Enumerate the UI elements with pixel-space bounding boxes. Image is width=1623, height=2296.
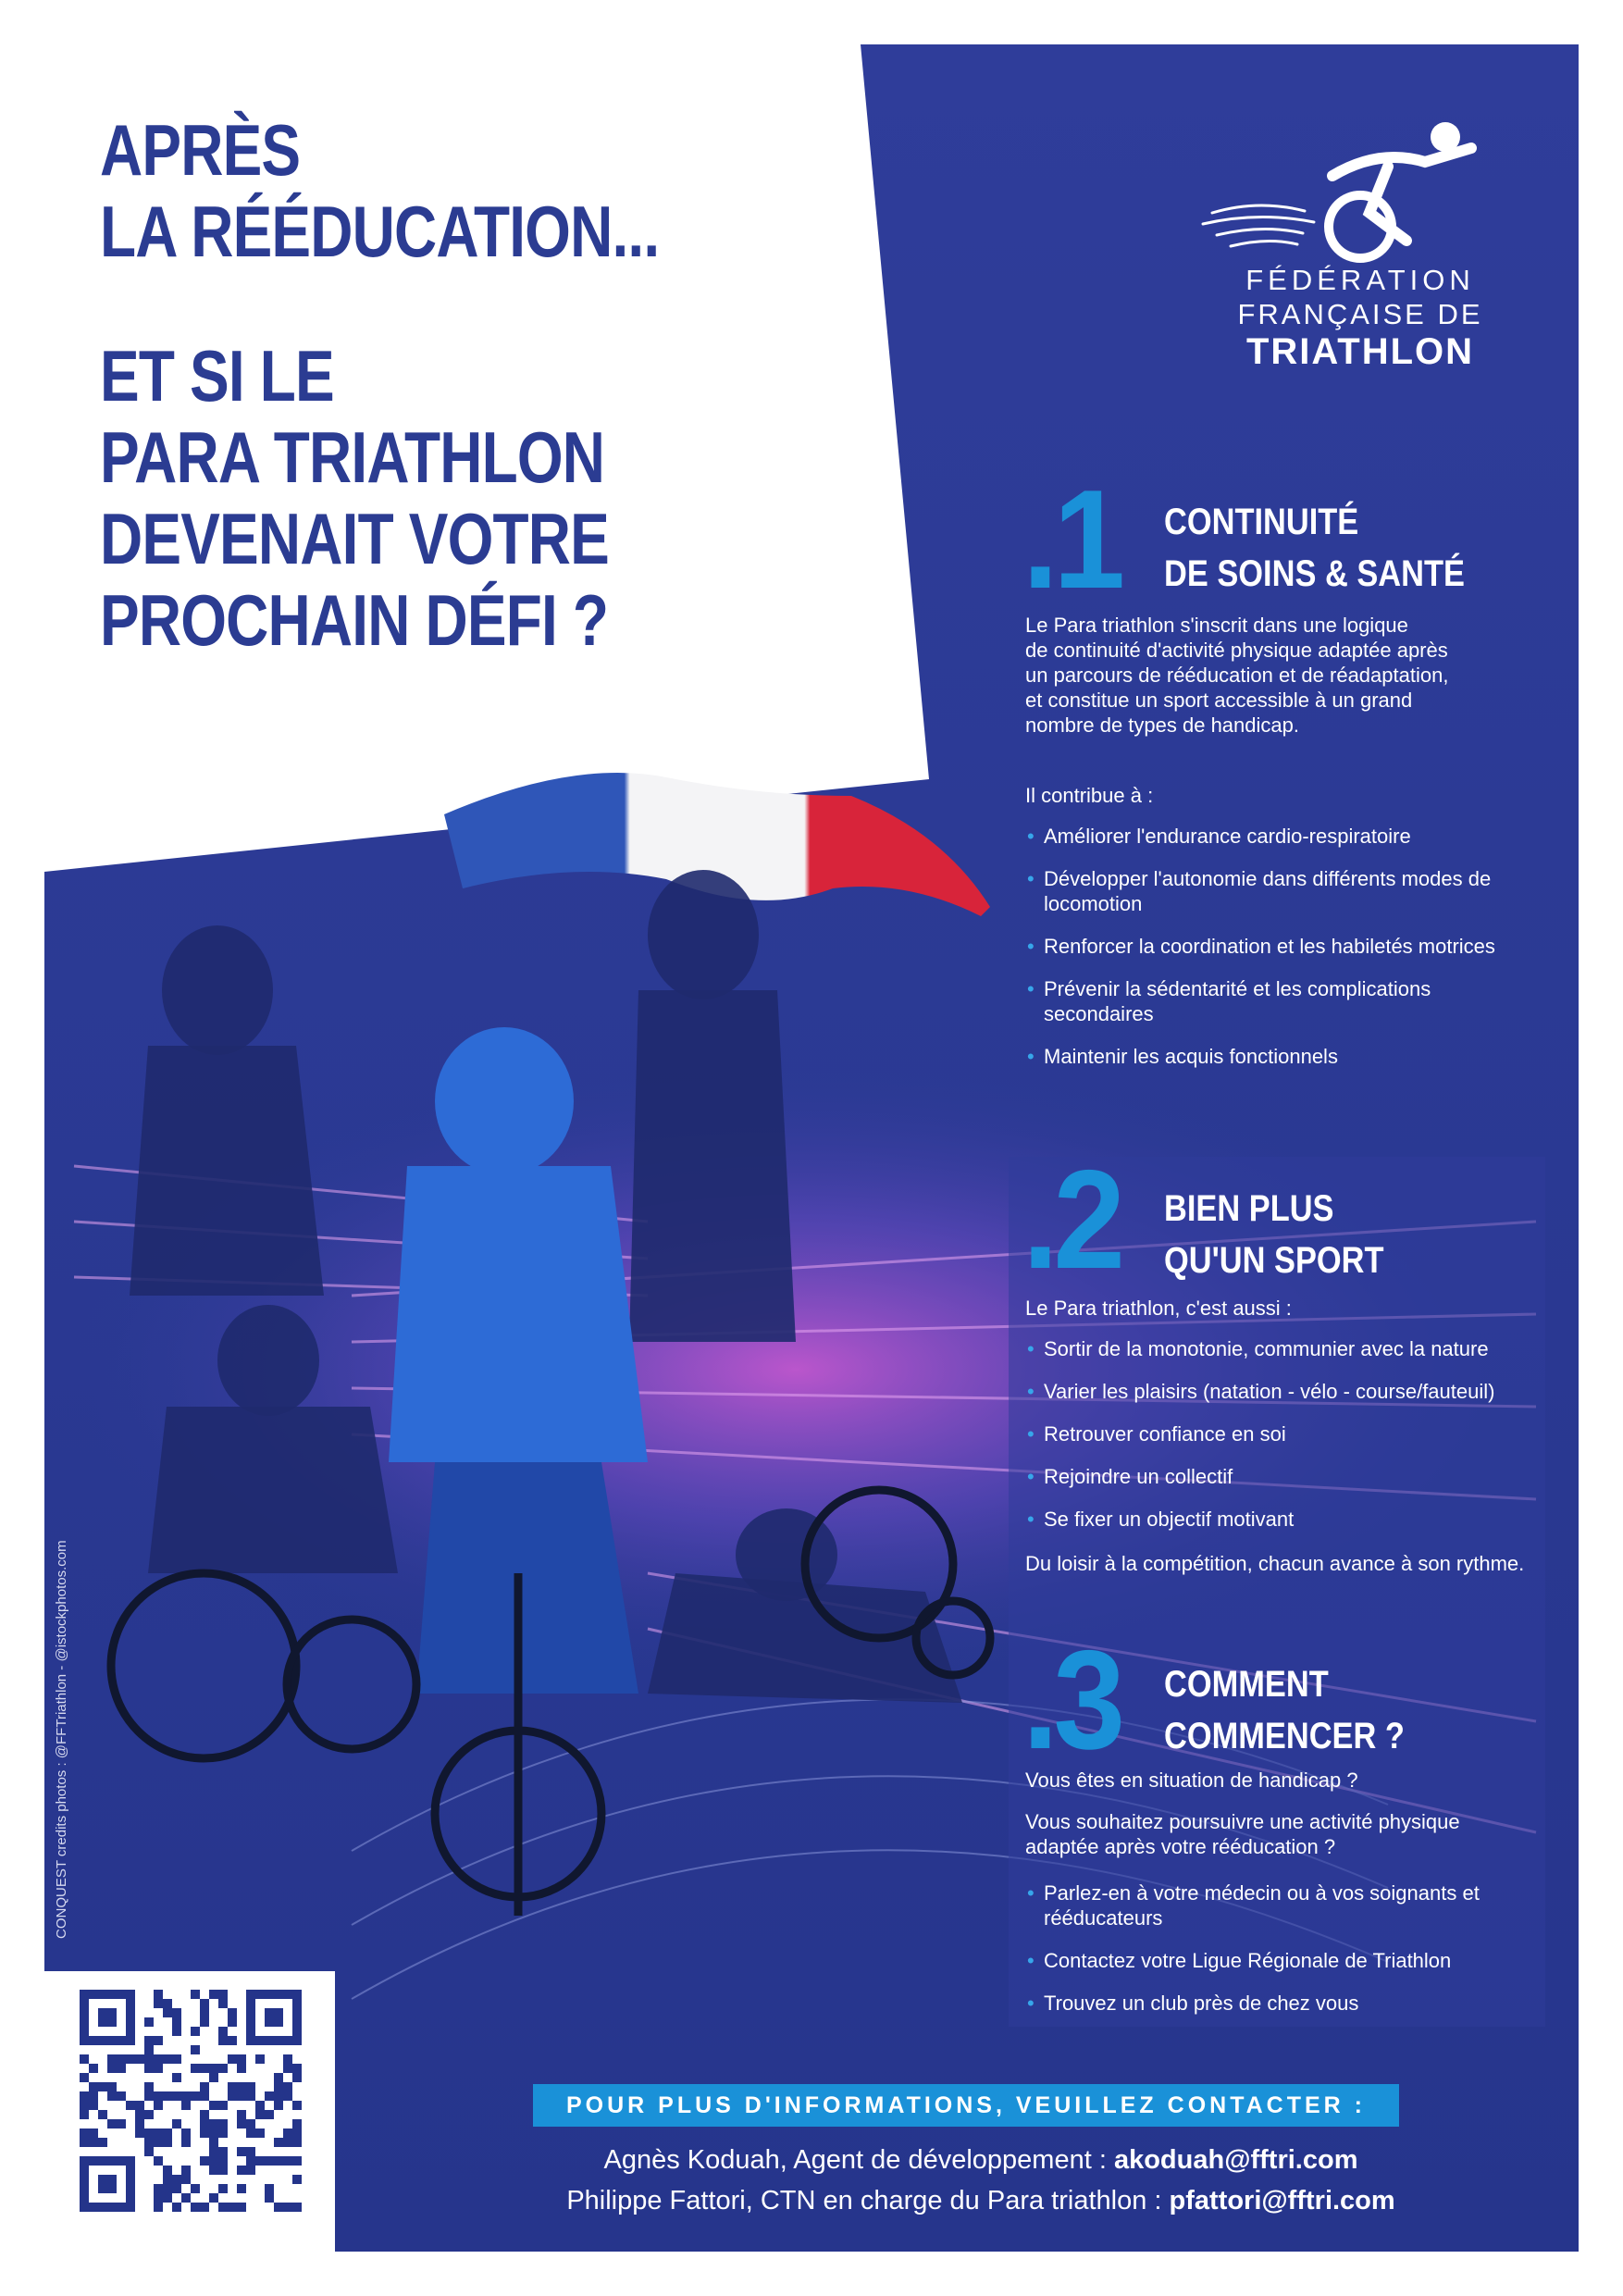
section-1-lead: Il contribue à :: [1025, 784, 1154, 807]
bullet-dot-icon: •: [1027, 1992, 1035, 2015]
list-item: • Sortir de la monotonie, communier avec la nature: [1027, 1337, 1489, 1360]
contact-label: Philippe Fattori, CTN en charge du Para triathlon :: [566, 2186, 1170, 2215]
section-3-bullets: [1025, 1880, 1506, 2033]
list-item: • Contactez votre Ligue Régionale de Triathlon: [1027, 1949, 1452, 1972]
section-3-title: [1164, 1658, 1405, 1762]
headline-line: PROCHAIN DÉFI ?: [100, 579, 609, 661]
intro-line: un parcours de rééducation et de réadaptation,: [1025, 664, 1449, 687]
photo-credits: CONQUEST credits photos : @FFTriathlon - @istockphotos.com: [54, 1540, 69, 1939]
bullet-dot-icon: •: [1027, 977, 1035, 1000]
section-title-line: COMMENT: [1164, 1664, 1329, 1705]
bullet-dot-icon: •: [1027, 1337, 1035, 1360]
bullet-dot-icon: •: [1027, 1465, 1035, 1488]
logo-text-triathlon: TRIATHLON: [1245, 331, 1475, 372]
contact-person-1: [518, 2145, 1443, 2176]
list-item: • Améliorer l'endurance cardio-respiratoire: [1027, 825, 1411, 848]
list-item: • Rejoindre un collectif: [1027, 1465, 1233, 1488]
section-1-number: .1: [1022, 461, 1121, 618]
list-item: • Varier les plaisirs (natation - vélo - course/fauteuil): [1027, 1380, 1495, 1403]
list-item: • Se fixer un objectif motivant: [1027, 1508, 1295, 1531]
headline-line: PARA TRIATHLON: [100, 416, 605, 498]
contact-banner-text: POUR PLUS D'INFORMATIONS, VEUILLEZ CONTACTER :: [565, 2092, 1366, 2118]
section-2-title: [1164, 1183, 1384, 1286]
contact-email-link[interactable]: pfattori@fftri.com: [1169, 2186, 1395, 2215]
intro-line: et constitue un sport accessible à un grand: [1025, 689, 1413, 712]
bullet-dot-icon: •: [1027, 825, 1035, 848]
section-2-lead: Le Para triathlon, c'est aussi :: [1025, 1297, 1292, 1320]
headline-line: LA RÉÉDUCATION...: [100, 191, 660, 272]
list-item: • Retrouver confiance en soi: [1027, 1422, 1286, 1446]
section-2-number: .2: [1022, 1141, 1121, 1298]
logo-text-federation: FÉDÉRATION: [1245, 264, 1475, 296]
headline-question: [100, 335, 609, 661]
list-item: • Développer l'autonomie dans différents modes de locomotion: [1027, 867, 1492, 915]
section-title-line: QU'UN SPORT: [1164, 1240, 1384, 1281]
list-item: • Parlez-en à votre médecin ou à vos soignants et rééducateurs: [1027, 1881, 1480, 1930]
section-1-title: [1164, 496, 1465, 600]
section-2-outro: Du loisir à la compétition, chacun avance à son rythme.: [1025, 1552, 1525, 1575]
contact-label: Agnès Koduah, Agent de développement :: [603, 2145, 1114, 2175]
contact-person-2: [518, 2186, 1443, 2216]
bullet-dot-icon: •: [1027, 1422, 1035, 1446]
list-item: • Renforcer la coordination et les habiletés motrices: [1027, 935, 1495, 958]
bullet-dot-icon: •: [1027, 1949, 1035, 1972]
headline-line: APRÈS: [100, 109, 301, 191]
bullet-dot-icon: •: [1027, 1045, 1035, 1068]
bullet-dot-icon: •: [1027, 1508, 1035, 1531]
bullet-dot-icon: •: [1027, 867, 1035, 890]
section-3-question-1: Vous êtes en situation de handicap ?: [1025, 1769, 1358, 1792]
list-item: • Prévenir la sédentarité et les complications secondaires: [1027, 977, 1431, 1025]
question-line: Vous souhaitez poursuivre une activité physique: [1025, 1810, 1460, 1833]
list-item: • Trouvez un club près de chez vous: [1027, 1992, 1359, 2015]
section-title-line: COMMENCER ?: [1164, 1716, 1405, 1756]
headline-line: ET SI LE: [100, 335, 334, 416]
question-line: adaptée après votre rééducation ?: [1025, 1835, 1336, 1858]
intro-line: de continuité d'activité physique adaptée après: [1025, 639, 1448, 662]
headline-top: [100, 109, 659, 272]
section-1-bullets: [1025, 824, 1506, 1086]
section-3-question-2: [1025, 1809, 1543, 1859]
list-item: • Maintenir les acquis fonctionnels: [1027, 1045, 1338, 1068]
section-1-intro: [1025, 613, 1543, 738]
bullet-dot-icon: •: [1027, 1881, 1035, 1905]
section-2-bullets: [1025, 1336, 1562, 1549]
logo-text-francaise: FRANÇAISE DE: [1237, 298, 1483, 330]
section-title-line: BIEN PLUS: [1164, 1188, 1334, 1229]
section-3-number: .3: [1022, 1621, 1121, 1779]
intro-line: Le Para triathlon s'inscrit dans une logique: [1025, 614, 1408, 637]
headline-line: DEVENAIT VOTRE: [100, 498, 610, 579]
contact-email-link[interactable]: akoduah@fftri.com: [1113, 2145, 1358, 2175]
section-title-line: CONTINUITÉ: [1164, 502, 1359, 542]
intro-line: nombre de types de handicap.: [1025, 714, 1299, 737]
qr-code-icon[interactable]: [80, 1990, 302, 2212]
bullet-dot-icon: •: [1027, 1380, 1035, 1403]
bullet-dot-icon: •: [1027, 935, 1035, 958]
section-title-line: DE SOINS & SANTÉ: [1164, 553, 1465, 594]
